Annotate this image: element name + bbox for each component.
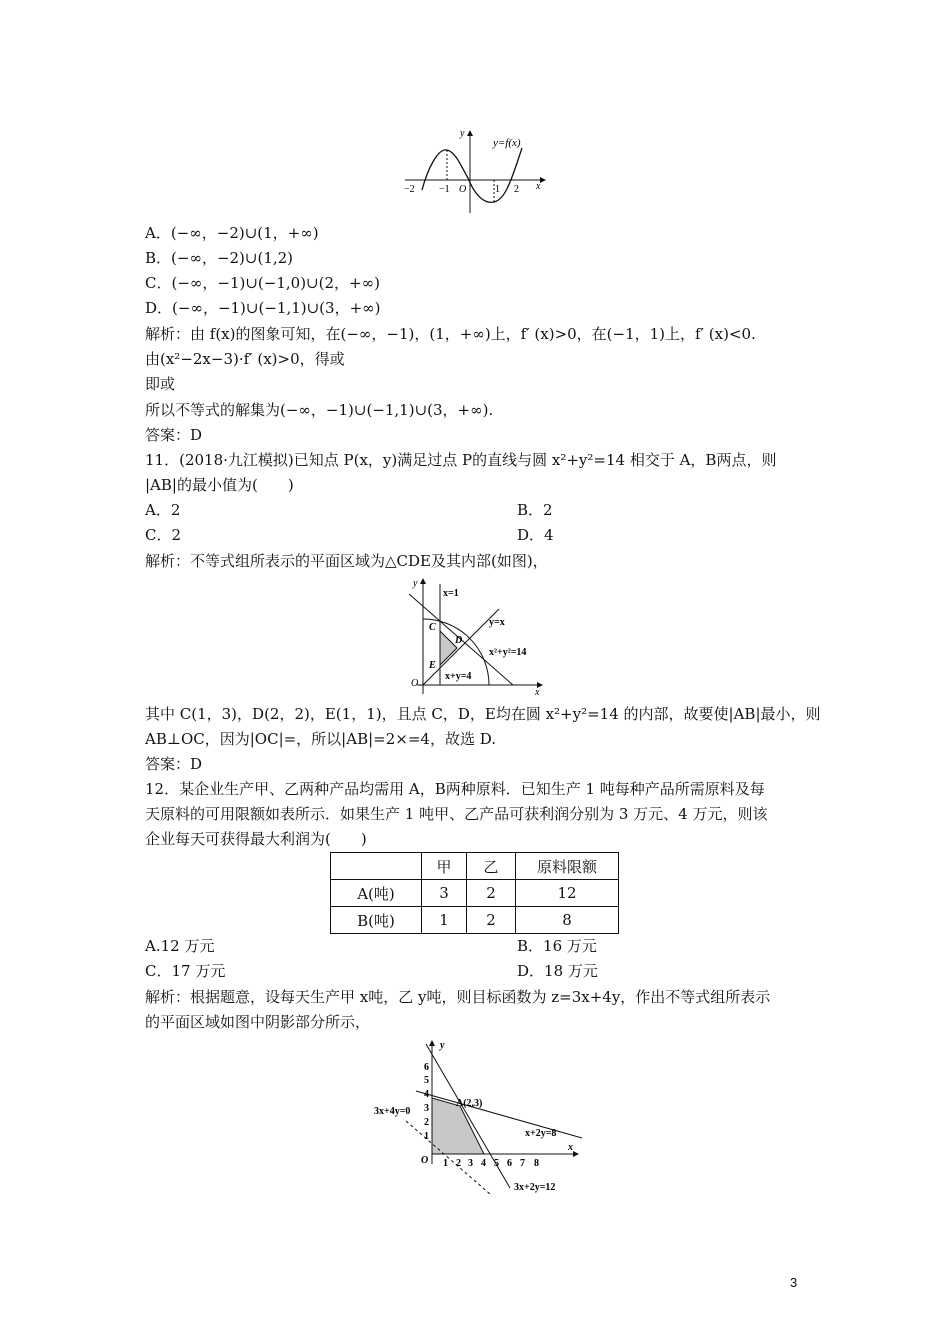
y-tick: 2 (424, 1117, 429, 1128)
label-3x4y0: 3x+4y=0 (374, 1106, 411, 1117)
x-label: x (536, 181, 541, 192)
q11-option-c: C．2 (145, 526, 182, 544)
x-ticks (443, 1158, 539, 1169)
x-tick: 5 (494, 1158, 499, 1169)
q11-stem-1: 11．(2018·九江模拟)已知点 P(x，y)满足过点 P的直线与圆 x²+y²=14 相交于 A，B两点，则 (145, 451, 777, 469)
q12-option-c: C．17 万元 (145, 962, 226, 980)
table-header-row (331, 853, 619, 880)
point-d: D (455, 635, 463, 646)
label-x1: x=1 (443, 588, 459, 599)
q11-option-b: B．2 (517, 501, 553, 519)
x-tick: 1 (443, 1158, 448, 1169)
y-tick: 5 (424, 1075, 429, 1086)
q11-stem-2: |AB|的最小值为( ) (145, 476, 294, 494)
material-table (330, 852, 619, 934)
label-xy4: x+y=4 (445, 671, 472, 682)
q12-stem-2: 天原料的可用限额如表所示．如果生产 1 吨甲、乙产品可获利润分别为 3 万元、4 万元，则该 (145, 805, 768, 823)
y-tick: 6 (424, 1062, 429, 1073)
table-cell: 3 (422, 880, 467, 907)
label-x2y8: x+2y=8 (525, 1128, 557, 1139)
table-cell: 2 (467, 880, 516, 907)
tick-neg1: −1 (439, 184, 450, 195)
page-number: 3 (790, 1275, 798, 1290)
tick-2: 2 (514, 184, 519, 195)
q10-analysis-2: 由(x²−2x−3)·f′ (x)>0，得或 (145, 350, 345, 368)
x-tick: 8 (534, 1158, 539, 1169)
region-cde-figure (403, 574, 553, 696)
x-label: x (535, 687, 540, 696)
y-axis-arrow (420, 578, 426, 584)
q11-analysis-2: 其中 C(1，3)，D(2，2)，E(1，1)，且点 C，D，E均在圆 x²+y²=14 的内部，故要使|AB|最小，则 (145, 705, 821, 723)
table-header-cell: 甲 (422, 853, 467, 880)
table-row (331, 907, 619, 934)
origin-label: O (421, 1155, 429, 1166)
q11-option-a: A．2 (145, 501, 181, 519)
label-circle: x²+y²=14 (489, 647, 527, 658)
tick-1: 1 (495, 184, 500, 195)
q10-analysis-1: 解析：由 f(x)的图象可知，在(−∞，−1)，(1，+∞)上，f′ (x)>0，在(−1，1)上，f′ (x)<0. (145, 325, 756, 343)
table-cell: 1 (422, 907, 467, 934)
x-tick: 6 (507, 1158, 512, 1169)
table-cell: 12 (516, 880, 619, 907)
table-header-cell: 原料限额 (516, 853, 619, 880)
y-tick: 3 (424, 1103, 429, 1114)
q11-answer: 答案：D (145, 755, 203, 773)
label-3x2y12: 3x+2y=12 (514, 1182, 556, 1193)
q11-analysis-1: 解析：不等式组所表示的平面区域为△CDE及其内部(如图)， (145, 552, 548, 570)
q11-analysis-3: AB⊥OC，因为|OC|=，所以|AB|=2×=4，故选 D. (145, 730, 496, 748)
q12-analysis-1: 解析：根据题意，设每天生产甲 x吨，乙 y吨，则目标函数为 z=3x+4y，作出不等式组所表示 (145, 988, 771, 1006)
x-tick: 4 (481, 1158, 486, 1169)
table-cell: 2 (467, 907, 516, 934)
x-label: x (568, 1142, 573, 1153)
point-c: C (429, 622, 436, 633)
function-graph-figure (400, 128, 550, 216)
table-cell: A(吨) (331, 880, 422, 907)
table-header-cell: 乙 (467, 853, 516, 880)
q12-stem-1: 12．某企业生产甲、乙两种产品均需用 A，B两种原料．已知生产 1 吨每种产品所需原料及每 (145, 780, 765, 798)
q12-stem-3: 企业每天可获得最大利润为( ) (145, 830, 367, 848)
linear-programming-figure (370, 1036, 585, 1198)
q10-analysis-4: 所以不等式的解集为(−∞，−1)∪(−1,1)∪(3，+∞). (145, 401, 494, 419)
y-label: y (413, 578, 418, 589)
q12-analysis-2: 的平面区域如图中阴影部分所示， (145, 1013, 371, 1031)
tick-neg2: −2 (404, 184, 415, 195)
q11-option-d: D．4 (517, 526, 554, 544)
table-row (331, 880, 619, 907)
y-label: y (440, 1040, 445, 1051)
point-a: A(2,3) (456, 1098, 483, 1109)
table-header-cell (331, 853, 422, 880)
y-axis-arrow (429, 1040, 435, 1046)
y-tick: 1 (424, 1131, 429, 1142)
q10-option-a: A．(−∞，−2)∪(1，+∞) (145, 224, 319, 242)
x-tick: 2 (456, 1158, 461, 1169)
y-axis-arrow (467, 130, 473, 136)
x-axis-arrow (540, 177, 546, 183)
label-yx: y=x (489, 617, 505, 628)
curve-fx (422, 148, 522, 202)
x-axis-arrow (573, 1151, 579, 1157)
q10-option-d: D．(−∞，−1)∪(−1,1)∪(3，+∞) (145, 299, 381, 317)
q10-option-b: B．(−∞，−2)∪(1,2) (145, 249, 294, 267)
point-e: E (429, 660, 436, 671)
x-tick: 3 (468, 1158, 473, 1169)
x-tick: 7 (520, 1158, 525, 1169)
table-cell: B(吨) (331, 907, 422, 934)
fx-label: y=f(x) (493, 137, 521, 149)
y-tick: 4 (424, 1089, 429, 1100)
q12-option-b: B．16 万元 (517, 937, 597, 955)
table-cell: 8 (516, 907, 619, 934)
q12-option-a: A.12 万元 (145, 937, 215, 955)
q10-answer: 答案：D (145, 426, 203, 444)
y-ticks (424, 1062, 429, 1142)
y-label: y (460, 128, 465, 139)
q10-option-c: C．(−∞，−1)∪(−1,0)∪(2，+∞) (145, 274, 380, 292)
q12-option-d: D．18 万元 (517, 962, 598, 980)
origin-label: O (459, 184, 467, 195)
origin-label: O (411, 678, 419, 689)
q10-analysis-3: 即或 (145, 375, 176, 393)
